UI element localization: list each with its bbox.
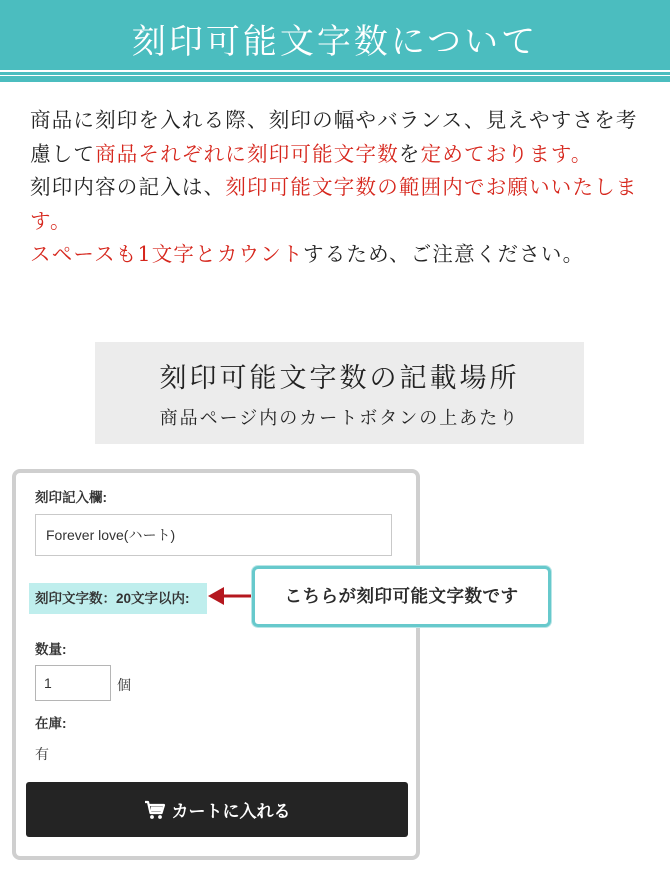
quantity-unit: 個 [117,677,131,693]
callout-box: こちらが刻印可能文字数です [252,566,551,627]
engrave-field-label: 刻印記入欄: [35,490,107,505]
intro-highlight: スペースも1文字とカウント [30,242,304,266]
add-to-cart-button[interactable] [26,782,408,837]
header-divider [0,70,670,72]
location-subtitle: 商品ページ内のカートボタンの上あたり [159,408,520,429]
intro-highlight: 商品それぞれに刻印可能文字数 [95,141,399,166]
intro-text: 刻印内容の記入は、 [30,175,226,199]
intro-text: を [398,141,421,166]
location-info-box [95,342,584,444]
cart-icon [144,800,166,820]
page-header [0,0,670,82]
header-divider-thin [0,75,670,76]
intro-highlight: 定めております。 [420,141,593,166]
location-title: 刻印可能文字数の記載場所 [159,363,520,394]
intro-text: 商品に刻印を入れる際、刻印の幅やバランス、見えやすさを考慮して [30,108,638,166]
engrave-input[interactable] [35,514,392,556]
intro-paragraph [30,104,650,272]
quantity-label: 数量: [35,642,67,657]
left-arrow-icon [208,584,252,608]
product-form-panel [12,469,420,860]
stock-value: 有 [35,746,49,762]
char-count-badge: 刻印文字数：20文字以内: [29,583,207,614]
page-title: 刻印可能文字数について [131,22,539,62]
intro-highlight: 刻印可能文字数の範囲内でお願いいたします。 [30,175,638,233]
add-to-cart-label: カートに入れる [171,802,291,821]
stock-label: 在庫: [35,716,67,731]
intro-text: するため、ご注意ください。 [303,242,585,266]
quantity-input[interactable] [35,665,111,701]
